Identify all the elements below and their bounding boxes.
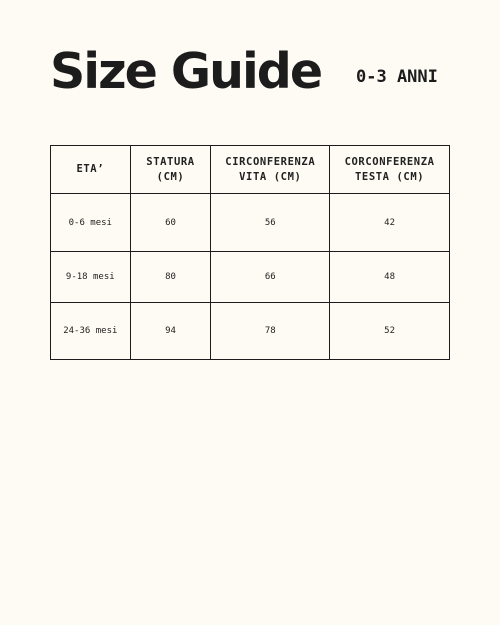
head-cell: 52 <box>330 303 450 360</box>
head-cell: 42 <box>330 194 450 252</box>
page-title: Size Guide <box>50 43 322 100</box>
header-height <box>130 146 211 194</box>
header-age <box>51 146 131 194</box>
size-table <box>50 145 450 360</box>
waist-cell: 78 <box>211 303 330 360</box>
waist-cell: 66 <box>211 252 330 303</box>
header-head <box>330 146 450 194</box>
header-head-line1: CORCONFERENZA <box>344 155 435 168</box>
header-waist-line2: VITA (CM) <box>239 170 302 183</box>
age-cell: 9-18 mesi <box>51 252 131 303</box>
head-cell: 48 <box>330 252 450 303</box>
header-height-line1: STATURA <box>146 155 195 168</box>
waist-cell: 56 <box>211 194 330 252</box>
header-height-line2: (CM) <box>156 170 185 183</box>
table-row <box>51 252 450 303</box>
table-row <box>51 194 450 252</box>
age-cell: 24-36 mesi <box>51 303 131 360</box>
age-cell: 0-6 mesi <box>51 194 131 252</box>
age-range-subtitle: 0-3 ANNI <box>356 67 438 87</box>
header-age-label: ETA’ <box>76 163 105 175</box>
table-row <box>51 303 450 360</box>
height-cell: 60 <box>130 194 211 252</box>
header-waist <box>211 146 330 194</box>
height-cell: 94 <box>130 303 211 360</box>
header-waist-line1: CIRCONFERENZA <box>225 155 316 168</box>
header-row <box>51 146 450 194</box>
header-head-line2: TESTA (CM) <box>354 170 425 183</box>
height-cell: 80 <box>130 252 211 303</box>
